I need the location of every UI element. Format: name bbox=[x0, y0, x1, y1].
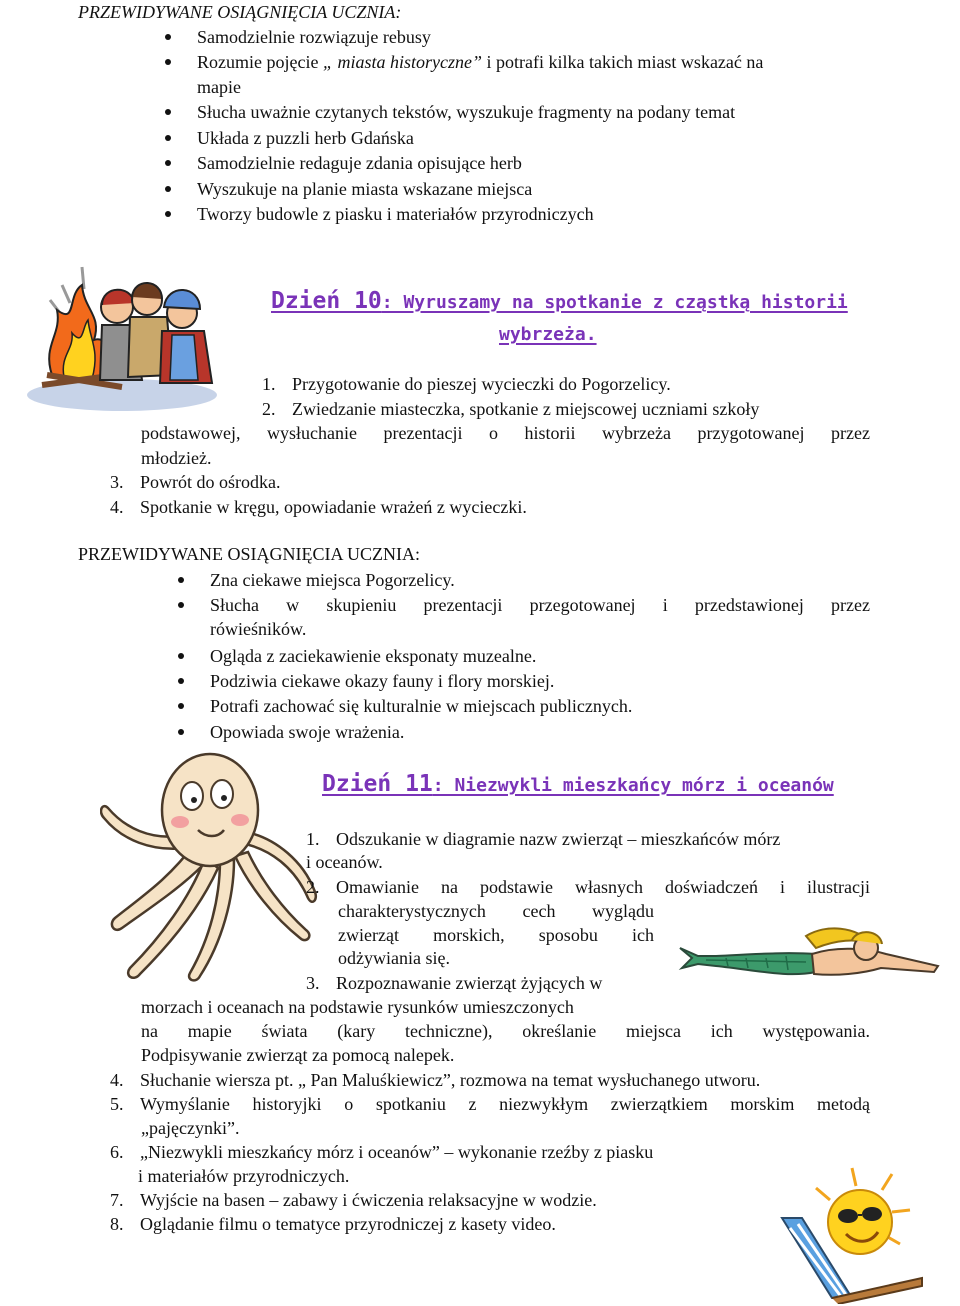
item-text-line2: i materiałów przyrodniczych. bbox=[138, 1166, 350, 1186]
day10-item bbox=[110, 470, 281, 494]
sun-deckchair-illustration bbox=[772, 1158, 932, 1304]
list-item: Samodzielnie rozwiązuje rebusy bbox=[197, 27, 431, 47]
list-item: Opowiada swoje wrażenia. bbox=[210, 722, 405, 742]
item-number: 3. bbox=[306, 973, 320, 993]
day11-item bbox=[110, 1212, 556, 1236]
item-text: „Niezwykli mieszkańcy mórz i oceanów” – wykonanie rzeźby z piasku bbox=[140, 1142, 654, 1162]
item-number: 2. bbox=[262, 399, 276, 419]
item-text: Przygotowanie do pieszej wycieczki do Pogorzelicy. bbox=[292, 374, 671, 394]
item-text: Omawianie na podstawie własnych doświadczeń i ilustracji bbox=[336, 877, 870, 897]
list-item: Samodzielnie redaguje zdania opisujące herb bbox=[197, 153, 522, 173]
item-number: 8. bbox=[110, 1214, 124, 1234]
item-text-line2: i oceanów. bbox=[306, 852, 383, 872]
octopus-illustration bbox=[100, 748, 318, 983]
list-item-term: „ miasta historyczne” bbox=[322, 52, 482, 72]
item-text-line2: „pajęczynki”. bbox=[141, 1118, 240, 1138]
item-number: 5. bbox=[110, 1094, 124, 1114]
day10-item bbox=[110, 495, 527, 519]
item-text-line3: zwierząt morskich, sposobu ich bbox=[338, 925, 654, 945]
day11-item bbox=[110, 1140, 653, 1164]
list-item-continuation: mapie bbox=[197, 77, 241, 97]
item-text-line3: młodzież. bbox=[141, 448, 212, 468]
item-text: Słuchanie wiersza pt. „ Pan Maluśkiewicz”, rozmowa na temat wysłuchanego utworu. bbox=[140, 1070, 761, 1090]
day10-heading bbox=[271, 288, 848, 314]
section1-header: PRZEWIDYWANE OSIĄGNIĘCIA UCZNIA: bbox=[78, 2, 402, 22]
item-number: 1. bbox=[262, 374, 276, 394]
day11-item bbox=[306, 875, 870, 899]
section2-header: PRZEWIDYWANE OSIĄGNIĘCIA UCZNIA: bbox=[78, 544, 420, 564]
day10-number: Dzień 10 bbox=[271, 288, 382, 314]
list-item-text: i potrafi kilka takich miast wskazać na bbox=[481, 52, 764, 72]
item-text: Powrót do ośrodka. bbox=[140, 472, 281, 492]
item-text: Zwiedzanie miasteczka, spotkanie z miejscowej uczniami szkoły bbox=[292, 399, 760, 419]
day11-item bbox=[306, 827, 780, 851]
item-text-line2: morzach i oceanach na podstawie rysunków umieszczonych bbox=[141, 997, 574, 1017]
item-text: Odszukanie w diagramie nazw zwierząt – mieszkańców mórz bbox=[336, 829, 781, 849]
item-text-line3: na mapie świata (kary techniczne), określanie miejsca ich występowania. bbox=[141, 1021, 870, 1041]
mermaid-illustration bbox=[676, 918, 944, 990]
item-text-line4: Podpisywanie zwierząt za pomocą nalepek. bbox=[141, 1045, 455, 1065]
item-text-line4: odżywiania się. bbox=[338, 948, 450, 968]
item-number: 3. bbox=[110, 472, 124, 492]
list-item: Układa z puzzli herb Gdańska bbox=[197, 128, 414, 148]
item-number: 7. bbox=[110, 1190, 124, 1210]
day10-title-cont: wybrzeża. bbox=[499, 324, 597, 345]
day10-item bbox=[262, 397, 870, 421]
list-item: Słucha w skupieniu prezentacji przegotowanej i przedstawionej przez bbox=[210, 595, 870, 615]
day11-heading bbox=[322, 771, 834, 797]
item-number: 4. bbox=[110, 1070, 124, 1090]
day11-number: Dzień 11 bbox=[322, 771, 433, 797]
day11-item bbox=[110, 1188, 597, 1212]
item-text: Spotkanie w kręgu, opowiadanie wrażeń z wycieczki. bbox=[140, 497, 527, 517]
campfire-illustration bbox=[22, 255, 228, 415]
item-text: Wymyślanie historyjki o spotkaniu z niezwykłym zwierzątkiem morskim metodą bbox=[140, 1094, 870, 1114]
list-item: Słucha uważnie czytanych tekstów, wyszukuje fragmenty na podany temat bbox=[197, 102, 736, 122]
list-item-text: Rozumie pojęcie bbox=[197, 52, 319, 72]
day11-item bbox=[110, 1092, 870, 1116]
list-item: Ogląda z zaciekawienie eksponaty muzealne. bbox=[210, 646, 537, 666]
item-number: 2. bbox=[306, 877, 320, 897]
list-item: Tworzy budowle z piasku i materiałów przyrodniczych bbox=[197, 204, 594, 224]
day11-item bbox=[110, 1068, 760, 1092]
list-item bbox=[197, 50, 763, 74]
day11-item bbox=[306, 971, 602, 995]
day10-heading-line2 bbox=[499, 324, 597, 345]
day11-title: : Niezwykli mieszkańcy mórz i oceanów bbox=[432, 775, 834, 796]
day10-item bbox=[262, 372, 671, 396]
list-item: Wyszukuje na planie miasta wskazane miejsca bbox=[197, 179, 533, 199]
item-text: Rozpoznawanie zwierząt żyjących w bbox=[336, 973, 603, 993]
item-text-line2: charakterystycznych cech wyglądu bbox=[338, 901, 654, 921]
item-number: 6. bbox=[110, 1142, 124, 1162]
item-number: 1. bbox=[306, 829, 320, 849]
list-item-continuation: rówieśników. bbox=[210, 619, 307, 639]
day10-title: : Wyruszamy na spotkanie z cząstką historii bbox=[381, 292, 848, 313]
list-item: Podziwia ciekawe okazy fauny i flory morskiej. bbox=[210, 671, 555, 691]
list-item: Potrafi zachować się kulturalnie w miejscach publicznych. bbox=[210, 696, 633, 716]
list-item: Zna ciekawe miejsca Pogorzelicy. bbox=[210, 570, 455, 590]
item-number: 4. bbox=[110, 497, 124, 517]
item-text-line2: podstawowej, wysłuchanie prezentacji o historii wybrzeża przygotowanej przez bbox=[141, 423, 870, 443]
item-text: Oglądanie filmu o tematyce przyrodniczej z kasety video. bbox=[140, 1214, 556, 1234]
item-text: Wyjście na basen – zabawy i ćwiczenia relaksacyjne w wodzie. bbox=[140, 1190, 597, 1210]
